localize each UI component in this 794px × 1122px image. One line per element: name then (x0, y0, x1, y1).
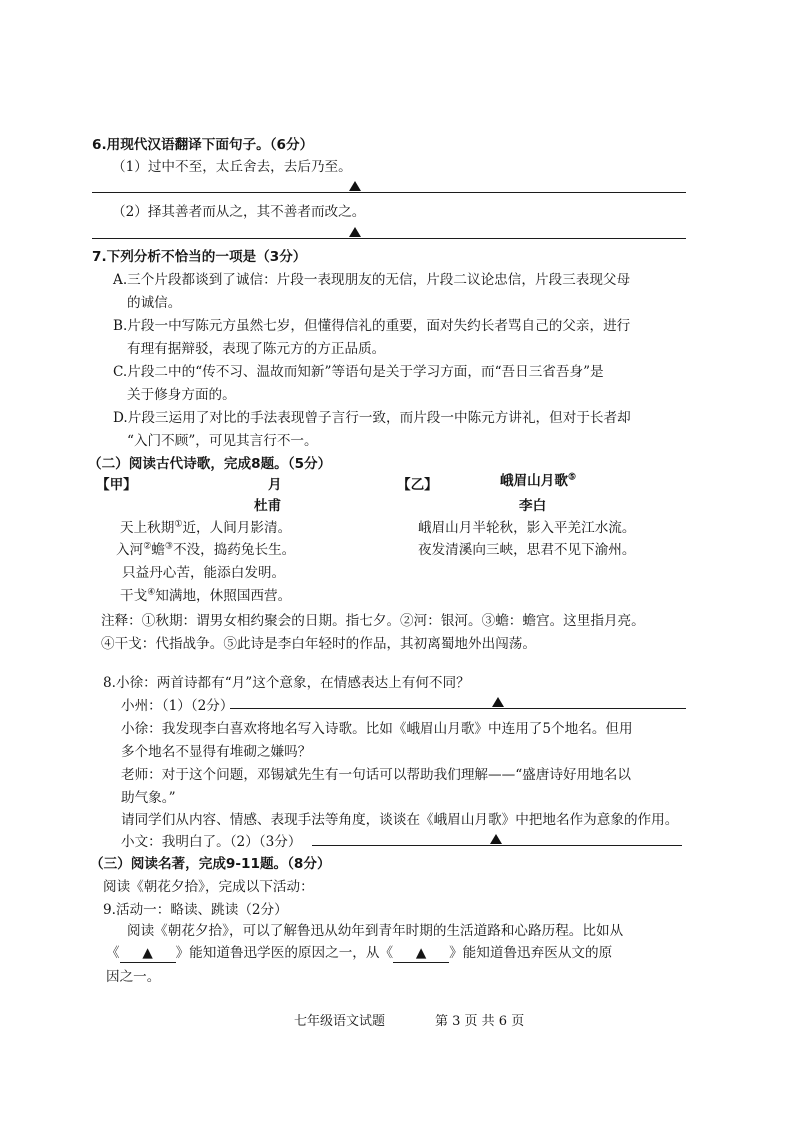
poem-jia-line-2: 入河②蟾③不没，捣药兔长生。 (116, 541, 296, 558)
blank-1[interactable]: ▲ (120, 944, 176, 962)
q9-paragraph-2: 《 ▲ 》能知道鲁迅学医的原因之一，从《 ▲ 》能知道鲁迅弃医从文的原 (106, 945, 613, 961)
q7-option-c-cont: 关于修身方面的。 (127, 387, 236, 403)
q7-option-b: B.片段一中写陈元方虽然七岁，但懂得信礼的重要，面对失约长者骂自己的父亲，进行 (113, 318, 631, 334)
poem-notes-2: ④干戈：代指战争。⑤此诗是李白年轻时的作品，其初离蜀地外出闯荡。 (101, 636, 536, 652)
poem-jia-line-4: 干戈④知满地，休照国西营。 (120, 587, 292, 604)
section-2-title: （二）阅读古代诗歌，完成8题。（5分） (88, 456, 332, 472)
answer-marker-icon (490, 834, 502, 844)
q7-option-a-cont: 的诚信。 (127, 295, 182, 311)
footer-subject: 七年级语文试题 (294, 1014, 386, 1029)
answer-line[interactable] (230, 708, 686, 709)
answer-line[interactable] (92, 192, 686, 193)
poem-jia-author: 杜甫 (254, 498, 282, 514)
q9-title: 9.活动一：略读、跳读（2分） (103, 902, 288, 918)
poem-jia-tag: 【甲】 (96, 477, 137, 493)
section-3-title: （三）阅读名著，完成9-11题。（8分） (90, 856, 331, 872)
q8-line-1: 8.小徐：两首诗都有“月”这个意象，在情感表达上有何不同？ (103, 675, 470, 691)
q7-option-b-cont: 有理有据辩驳，表现了陈元方的方正品质。 (127, 341, 386, 357)
answer-marker-icon (349, 181, 361, 191)
q8-line-7: 请同学们从内容、情感、表现手法等角度，谈谈在《峨眉山月歌》中把地名作为意象的作用。 (121, 812, 679, 828)
poem-yi-line-1: 峨眉山月半轮秋，影入平羌江水流。 (418, 520, 636, 536)
footer-page-number: 第 3 页 共 6 页 (435, 1014, 525, 1029)
q8-line-6: 助气象。” (121, 790, 176, 806)
answer-line[interactable] (312, 845, 682, 846)
q7-title: 7.下列分析不恰当的一项是（3分） (92, 249, 307, 265)
answer-marker-icon (492, 697, 504, 707)
poem-yi-tag: 【乙】 (397, 477, 438, 493)
q6-sentence-2: （2）择其善者而从之，其不善者而改之。 (112, 204, 366, 220)
q7-option-d: D.片段三运用了对比的手法表现曾子言行一致，而片段一中陈元方讲礼，但对于长者却 (113, 410, 631, 426)
q6-title: 6.用现代汉语翻译下面句子。（6分） (92, 137, 314, 153)
poem-jia-title: 月 (268, 477, 282, 493)
section-3-intro: 阅读《朝花夕拾》，完成以下活动： (103, 879, 314, 895)
q8-xiaozhou: 小州：（1）（2分） (121, 698, 234, 714)
q6-sentence-1: （1）过中不至，太丘舍去，去后乃至。 (112, 159, 352, 175)
q8-xiaowen: 小文：我明白了。（2）（3分） (121, 834, 302, 850)
q7-option-c: C.片段二中的“传不习、温故而知新”等语句是关于学习方面，而“吾日三省吾身”是 (113, 364, 604, 380)
poem-yi-title: 峨眉山月歌⑤ (500, 472, 577, 489)
answer-marker-icon (349, 227, 361, 237)
q8-line-4: 多个地名不显得有堆砌之嫌吗？ (121, 744, 312, 760)
q7-option-d-cont: “入门不顾”，可见其言行不一。 (127, 433, 318, 449)
answer-line[interactable] (92, 238, 686, 239)
poem-jia-line-3: 只益丹心苦，能添白发明。 (122, 565, 286, 581)
q9-paragraph-3: 因之一。 (106, 969, 161, 985)
blank-2[interactable]: ▲ (393, 944, 449, 962)
poem-notes-1: 注释：①秋期：谓男女相约聚会的日期。指七夕。②河：银河。③蟾：蟾宫。这里指月亮。 (101, 613, 645, 629)
poem-yi-author: 李白 (519, 498, 547, 514)
poem-jia-line-1: 天上秋期①近，人间月影清。 (120, 519, 292, 536)
poem-yi-line-2: 夜发清溪向三峡，思君不见下渝州。 (418, 542, 636, 558)
q8-line-3: 小徐：我发现李白喜欢将地名写入诗歌。比如《峨眉山月歌》中连用了5个地名。但用 (121, 721, 633, 737)
q7-option-a: A.三个片段都谈到了诚信：片段一表现朋友的无信，片段二议论忠信，片段三表现父母 (113, 272, 631, 288)
q8-line-5: 老师：对于这个问题，邓锡斌先生有一句话可以帮助我们理解——“盛唐诗好用地名以 (121, 767, 631, 783)
q9-paragraph-1: 阅读《朝花夕拾》，可以了解鲁迅从幼年到青年时期的生活道路和心路历程。比如从 (127, 923, 624, 939)
